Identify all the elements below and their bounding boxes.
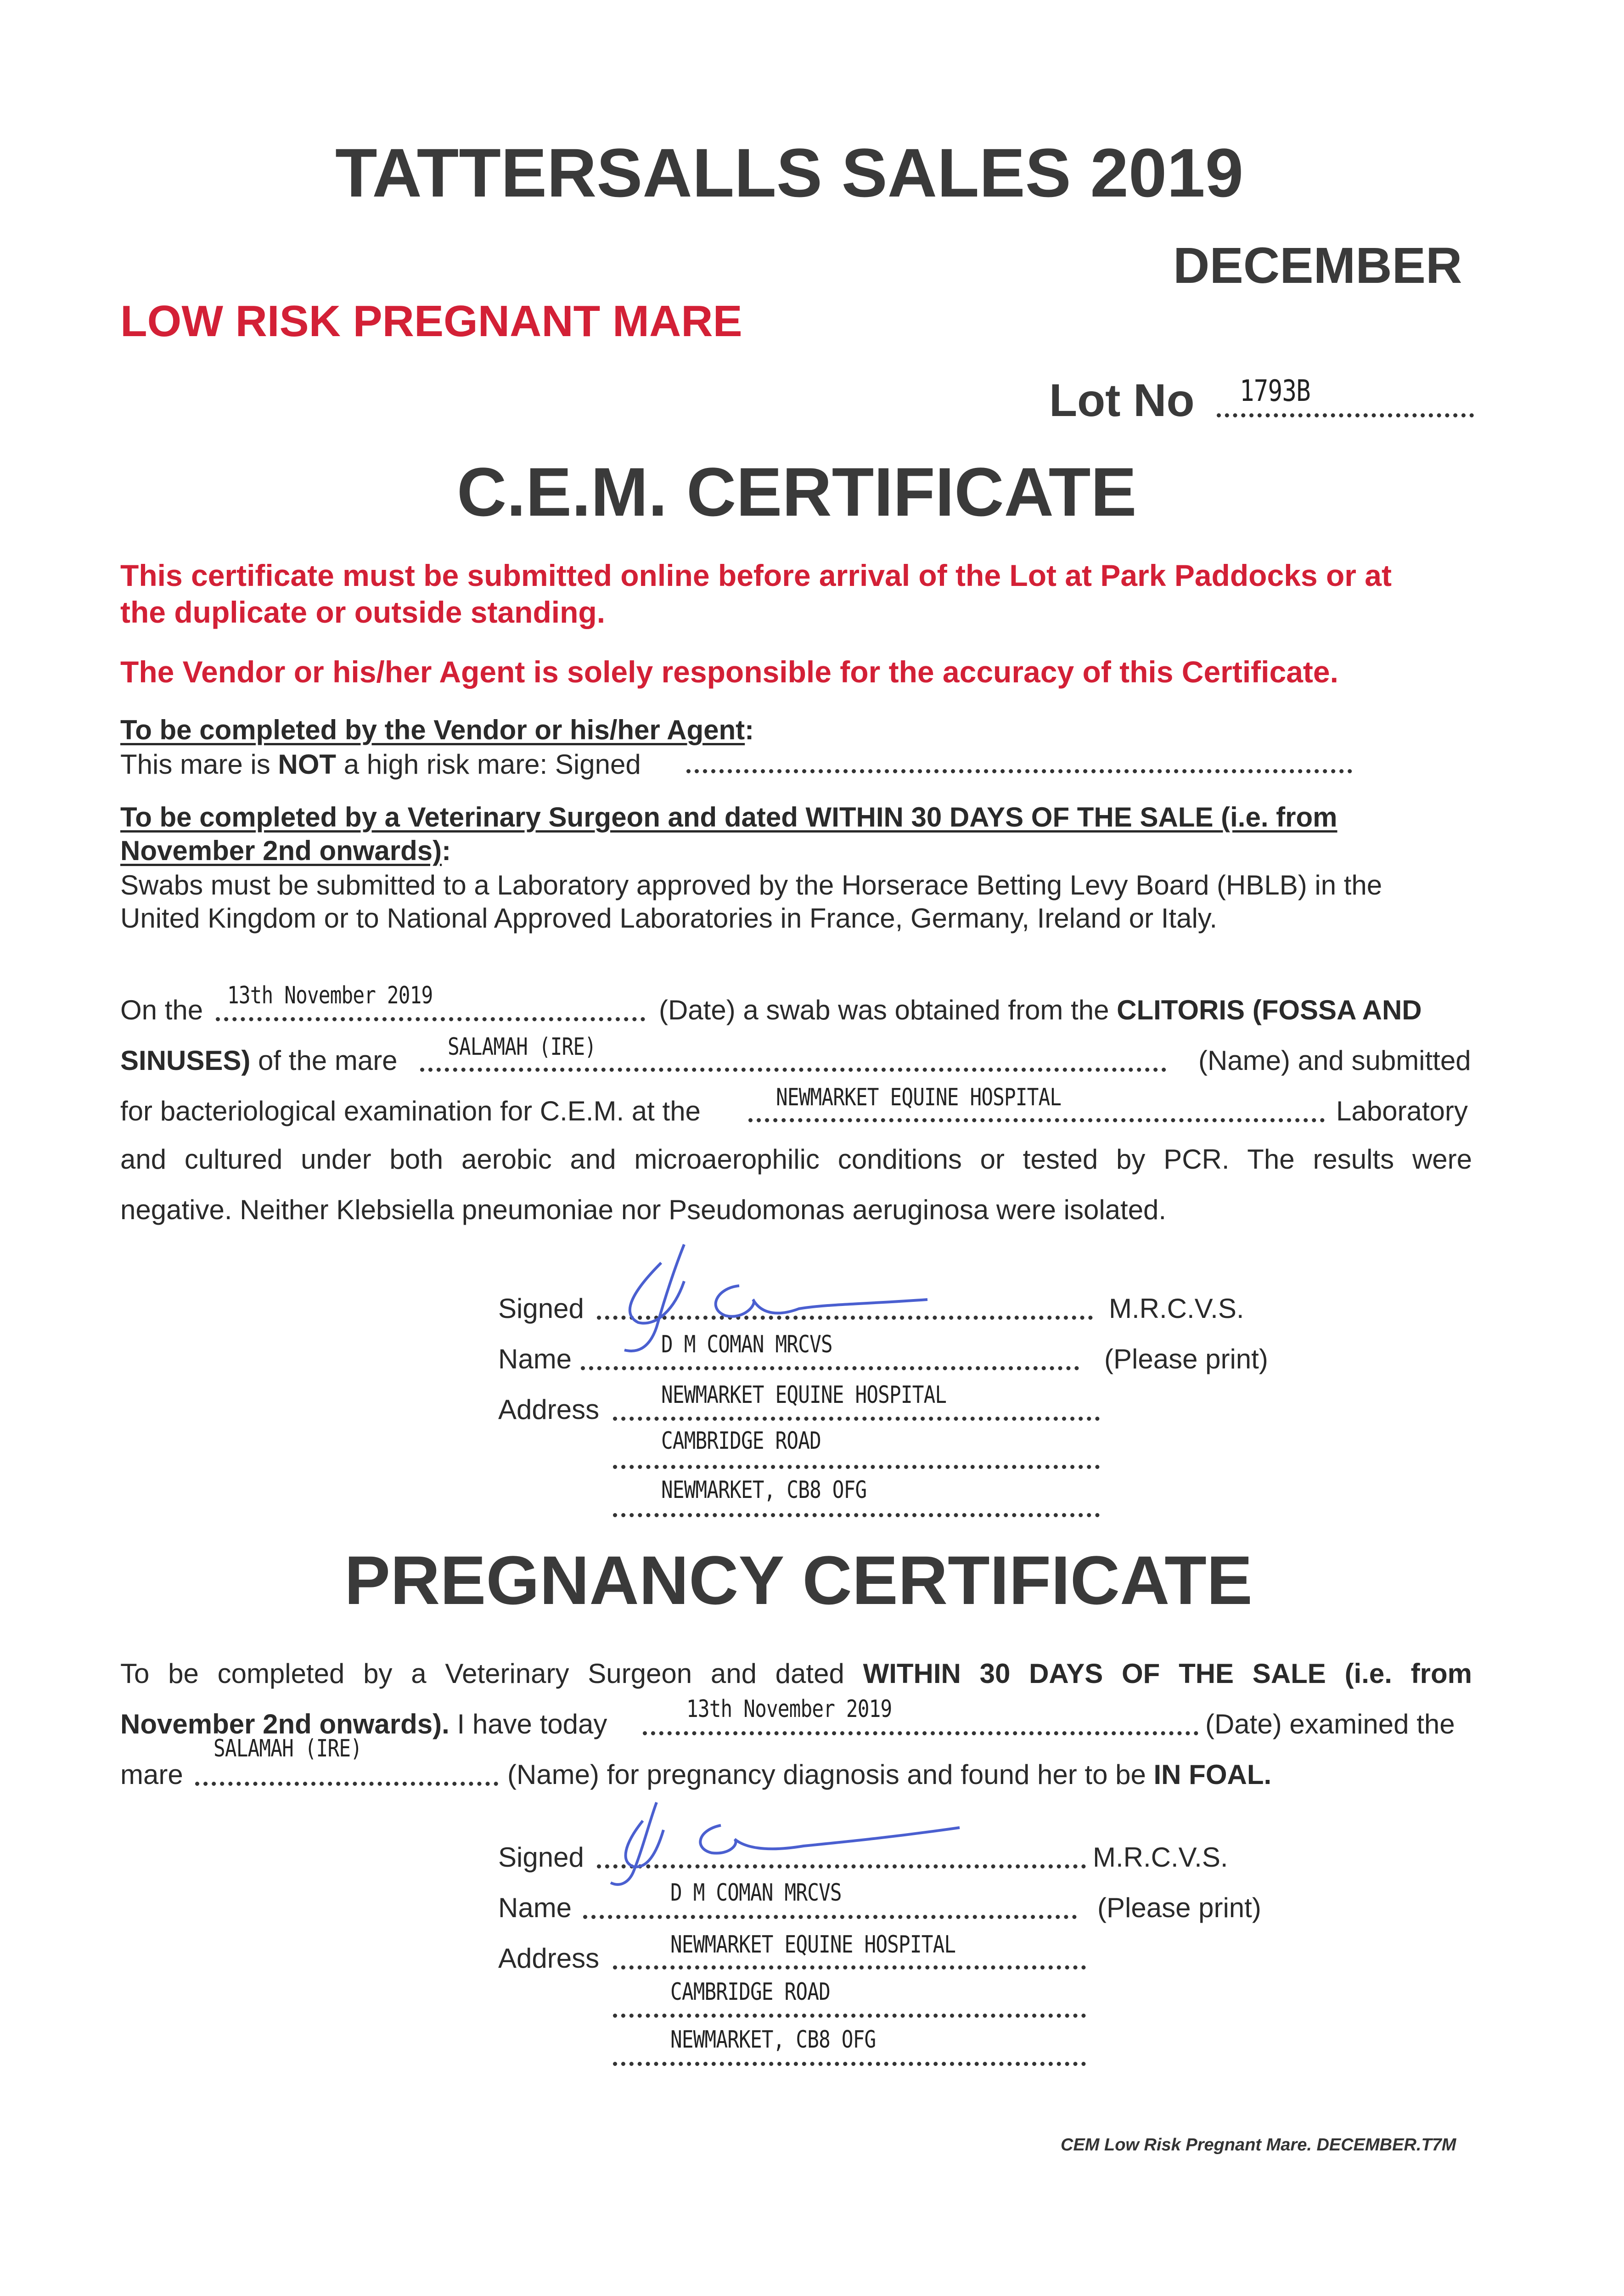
pregnancy-please-print-label: (Please print): [1097, 1892, 1261, 1923]
cem-name-label: Name: [498, 1344, 572, 1374]
cem-address-line-2[interactable]: CAMBRIDGE ROAD: [661, 1427, 821, 1455]
vendor-section-heading: To be completed by the Vendor or his/her Agent:: [120, 715, 754, 745]
date-examined-label: (Date) examined the: [1205, 1709, 1455, 1739]
pregnancy-signed-label: Signed: [498, 1842, 584, 1873]
vet-section-heading: To be completed by a Veterinary Surgeon and dated WITHIN 30 DAYS OF THE SALE (i.e. from: [120, 802, 1337, 833]
pregnancy-address-label: Address: [498, 1943, 600, 1974]
pregnancy-mrcvs-label: M.R.C.V.S.: [1093, 1842, 1228, 1873]
swab-date-value[interactable]: 13th November 2019: [227, 982, 433, 1009]
laboratory-value[interactable]: NEWMARKET EQUINE HOSPITAL: [776, 1084, 1062, 1111]
pregnancy-mare-name-value[interactable]: SALAMAH (IRE): [214, 1735, 362, 1762]
vendor-responsibility-notice: The Vendor or his/her Agent is solely responsible for the accuracy of this Certificate.: [120, 655, 1338, 689]
vendor-declaration: This mare is NOT a high risk mare: Signed: [120, 749, 641, 780]
pregnancy-vet-name-value[interactable]: D M COMAN MRCVS: [670, 1879, 842, 1907]
cem-address-line-3[interactable]: NEWMARKET, CB8 OFG: [661, 1476, 867, 1504]
on-the-label: On the: [120, 995, 203, 1025]
vet-section-heading-cont: November 2nd onwards):: [120, 835, 451, 866]
cem-address-label: Address: [498, 1394, 600, 1425]
lot-label: Lot No: [1049, 375, 1195, 426]
form-reference: CEM Low Risk Pregnant Mare. DECEMBER.T7M: [1061, 2135, 1456, 2155]
swabs-instructions: Swabs must be submitted to a Laboratory approved by the Horserace Betting Levy Board (HBLB) in the: [120, 870, 1382, 900]
pregnancy-intro: To be completed by a Veterinary Surgeon and dated WITHIN 30 DAYS OF THE SALE (i.e. from: [120, 1658, 1472, 1689]
pregnancy-address-line-2[interactable]: CAMBRIDGE ROAD: [670, 1978, 830, 2006]
date-suffix: (Date) a swab was obtained from the CLITORIS (FOSSA AND: [659, 995, 1422, 1025]
cem-signed-label: Signed: [498, 1293, 584, 1324]
cem-please-print-label: (Please print): [1104, 1344, 1268, 1374]
pregnancy-date-line: November 2nd onwards). I have today: [120, 1709, 607, 1739]
cem-address-line-1[interactable]: NEWMARKET EQUINE HOSPITAL: [661, 1381, 947, 1409]
in-foal-statement: (Name) for pregnancy diagnosis and found her to be IN FOAL.: [507, 1759, 1272, 1790]
cem-title: C.E.M. CERTIFICATE: [457, 453, 1137, 530]
pregnancy-mare-label: mare: [120, 1759, 183, 1790]
submission-notice-cont: the duplicate or outside standing.: [120, 595, 606, 629]
sale-month: DECEMBER: [1173, 237, 1462, 294]
pregnancy-title: PREGNANCY CERTIFICATE: [344, 1542, 1253, 1619]
lot-number-value: 1793B: [1240, 374, 1310, 408]
culture-statement: and cultured under both aerobic and microaerophilic conditions or tested by PCR. The results were: [120, 1144, 1472, 1175]
cem-mare-name-value[interactable]: SALAMAH (IRE): [448, 1033, 596, 1061]
sales-title: TATTERSALLS SALES 2019: [335, 134, 1244, 211]
category-label: LOW RISK PREGNANT MARE: [120, 297, 742, 346]
negative-result-statement: negative. Neither Klebsiella pneumoniae nor Pseudomonas aeruginosa were isolated.: [120, 1194, 1167, 1225]
swabs-instructions-cont: United Kingdom or to National Approved Laboratories in France, Germany, Ireland or Italy.: [120, 903, 1218, 934]
laboratory-label: Laboratory: [1336, 1096, 1468, 1126]
pregnancy-name-label: Name: [498, 1892, 572, 1923]
vendor-signature-line[interactable]: [686, 769, 1352, 773]
pregnancy-date-value[interactable]: 13th November 2019: [686, 1695, 892, 1723]
submission-notice: This certificate must be submitted online before arrival of the Lot at Park Paddocks or at: [120, 558, 1392, 592]
name-submitted-label: (Name) and submitted: [1198, 1045, 1471, 1076]
pregnancy-address-line-1[interactable]: NEWMARKET EQUINE HOSPITAL: [670, 1931, 956, 1958]
pregnancy-address-line-3[interactable]: NEWMARKET, CB8 OFG: [670, 2026, 876, 2054]
sinuses-label: SINUSES) of the mare: [120, 1045, 398, 1076]
cem-vet-name-value[interactable]: D M COMAN MRCVS: [661, 1331, 832, 1358]
bacteriological-label: for bacteriological examination for C.E.M. at the: [120, 1096, 701, 1126]
cem-mrcvs-label: M.R.C.V.S.: [1109, 1293, 1244, 1324]
